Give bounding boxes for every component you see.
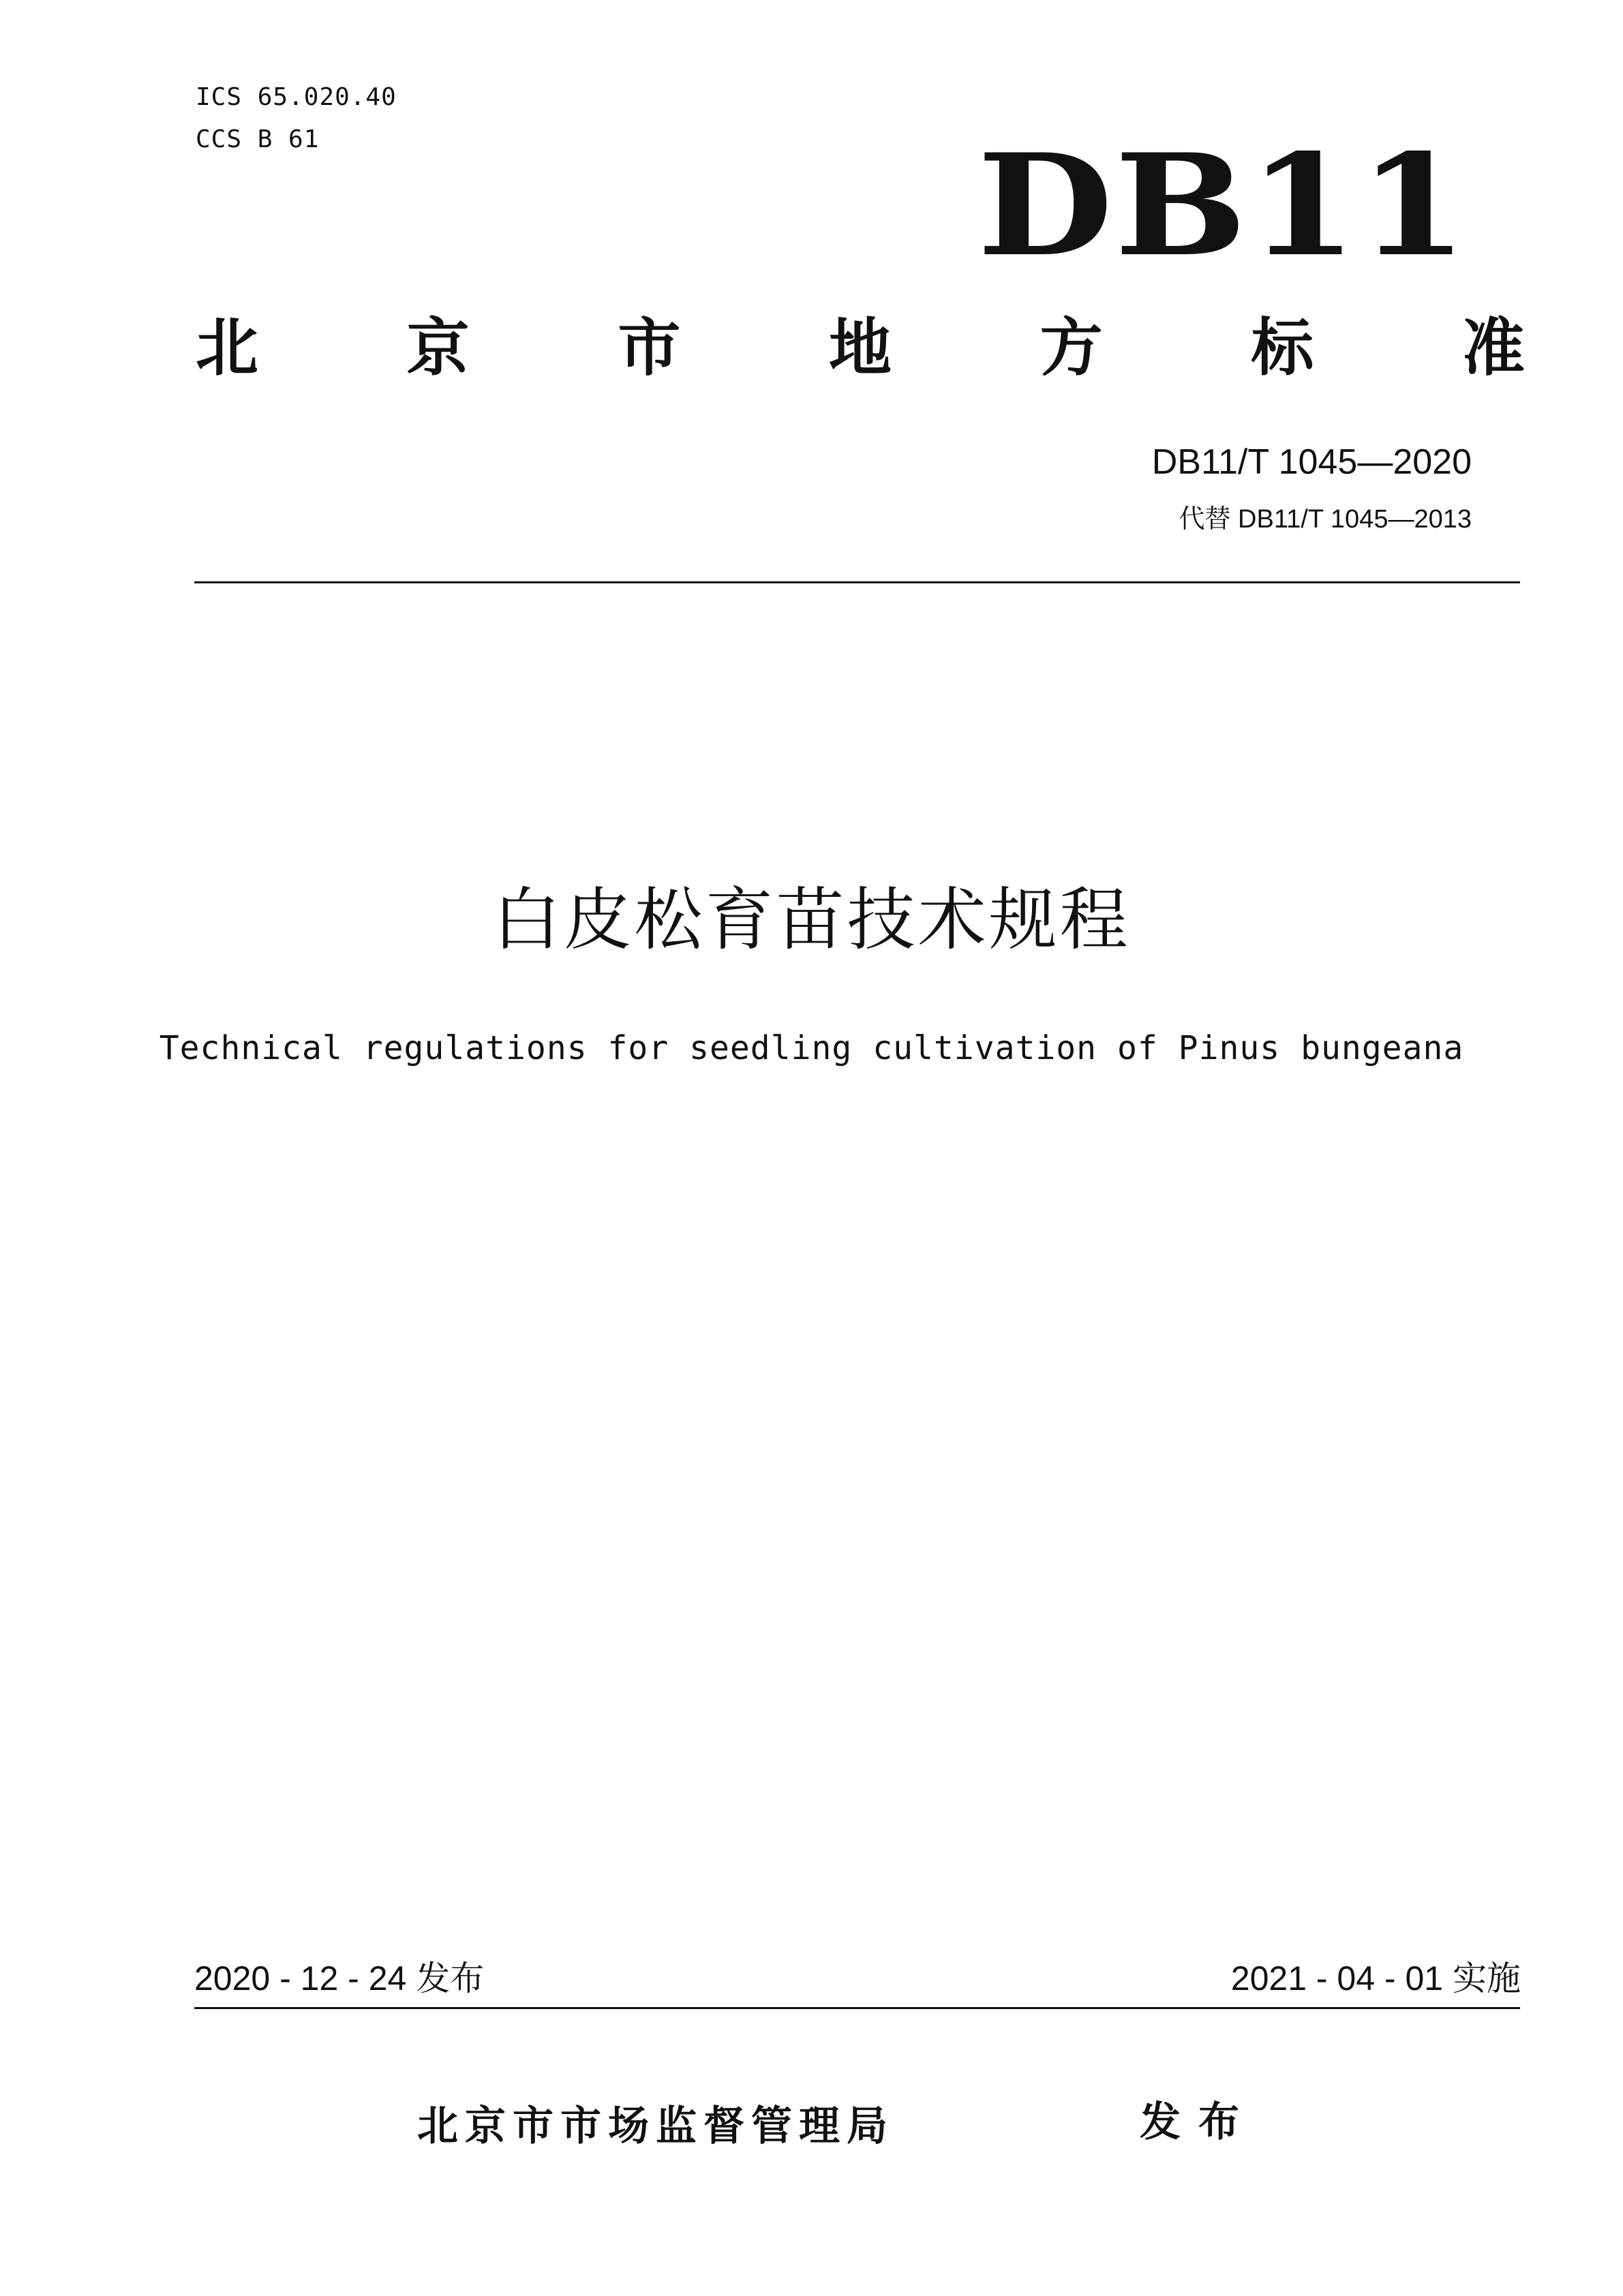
standard-type-char: 市	[618, 311, 681, 384]
standard-type-char: 方	[1040, 311, 1103, 384]
document-title-zh: 白皮松育苗技术规程	[492, 880, 1131, 960]
standard-number: DB11/T 1045—2020	[1151, 442, 1472, 482]
standard-type-char: 北	[196, 311, 259, 384]
publish-date: 2020 - 12 - 24 发布	[194, 1959, 485, 1997]
standard-type-char: 准	[1461, 311, 1525, 384]
standard-type-heading	[196, 311, 1525, 384]
effective-date: 2021 - 04 - 01 实施	[1230, 1959, 1521, 1997]
issue-label: 发布	[1140, 2098, 1257, 2146]
document-title-en: Technical regulations for seedling cultivation of Pinus bungeana	[159, 1029, 1464, 1067]
issuing-authority: 北京市市场监督管理局	[417, 2102, 894, 2150]
standard-type-char: 地	[828, 311, 892, 384]
db11-logo: DB11	[977, 124, 1469, 288]
bottom-divider	[194, 2007, 1520, 2009]
replaced-standard: 代替 DB11/T 1045—2013	[1179, 505, 1472, 534]
ics-code: ICS 65.020.40	[196, 83, 397, 111]
top-divider	[194, 581, 1520, 583]
standard-type-char: 标	[1251, 311, 1314, 384]
standard-type-char: 京	[406, 311, 470, 384]
ccs-code: CCS B 61	[196, 125, 320, 153]
